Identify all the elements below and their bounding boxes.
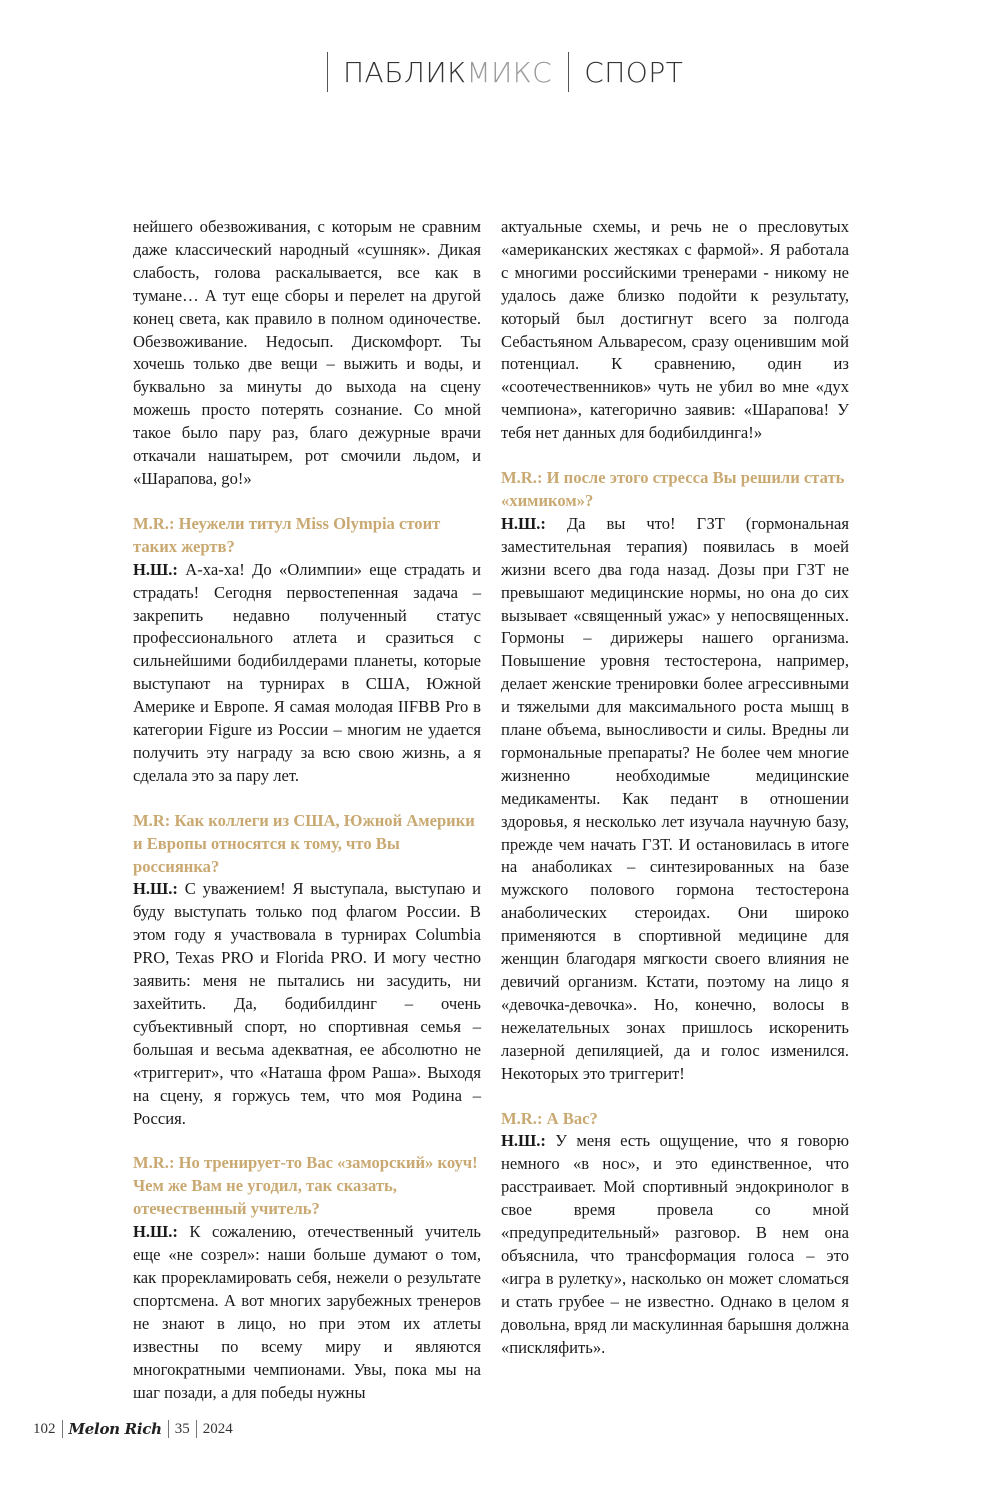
header-divider [568, 52, 569, 92]
interview-answer [133, 559, 481, 788]
interview-answer [133, 878, 481, 1130]
interview-question: M.R.: А Вас? [501, 1108, 598, 1128]
page-number: 102 [33, 1420, 56, 1437]
answer-text: Да вы что! ГЗТ (гормональная заместительная терапия) появилась в моей жизни всего два года назад. Дозы при ГЗТ не превышают медицинские нормы, но она до сих вызывает «священный ужас» у непосвященных. Гормоны – дирижеры нашего организма. Повышение уровня тестостерона, например, делает женские тренировки более агрессивными и тяжелыми для максимального роста мышц в плане объема, выносливости и силы. Вредны ли гормональные препараты? Не более чем многие жизненно необходимые медицинские медикаменты. Как педант в отношении здоровья, я несколько лет изучала научную базу, прежде чем начать ГЗТ. И остановилась в итоге на анаболиках – синтезированных на базе мужского полового гормона тестостерона анаболических стероидах. Они широко применяются в спортивной медицине для женщин благодаря мягкости своего влияния не девичий организм. Кстати, поэтому на лицо я «девочка-девочка». Но, конечно, волосы в нежелательных зонах пришлось искоренить лазерной депиляцией, да и голос изменился. Некоторых это триггерит! [501, 513, 849, 1083]
issue-number: 35 [174, 1420, 190, 1437]
article-paragraph: актуальные схемы, и речь не о пресловутых «американских жестяках с фармой». Я работала с многими российскими тренерами - никому не удалось даже близко подойти к результату, который был достигнут всего за полгода Себастьяном Альваресом, сразу оценившим мой потенциал. К сравнению, один из «соотечественников» чуть не убил во мне «дух чемпиона», категорично заявив: «Шарапова! У тебя нет данных для бодибилдинга!» [501, 217, 849, 443]
page-footer [33, 1420, 233, 1438]
article-paragraph: нейшего обезвоживания, с которым не сравним даже классический народный «сушняк». Дикая слабость, голова раскалывается, все как в тумане… А тут еще сборы и перелет на другой конец света, как правило в полном одиночестве. Обезвоживание. Недосып. Дискомфорт. Ты хочешь только две вещи – выжить и воды, и буквально за минуты до выхода на сцену можешь просто потерять сознание. Со мной такое было пару раз, благо дежурные врачи откачали нашатырем, рот смочили льдом, и «Шарапова, go!» [133, 217, 481, 488]
interview-question: M.R.: Неужели титул Miss Olympia стоит таких жертв? [133, 513, 441, 556]
article-column-right [501, 216, 849, 1360]
issue-year: 2024 [202, 1420, 233, 1437]
speaker-label: Н.Ш.: [501, 513, 546, 533]
magazine-logo: Melon Rich [68, 1420, 162, 1438]
interview-answer [501, 1130, 849, 1359]
section-header [327, 52, 683, 92]
answer-text: К сожалению, отечественный учитель еще «не созрел»: наши больше думают о том, как прорекламировать себя, нежели о результате спортсмена. А вот многих зарубежных тренеров не знают в лицо, но при этом их атлеты известны по всему миру и являются многократными чемпионами. Увы, пока мы на шаг позади, а для победы нужны [133, 1222, 481, 1402]
footer-divider [62, 1420, 63, 1438]
speaker-label: Н.Ш.: [501, 1131, 546, 1151]
header-divider [327, 52, 328, 92]
section-name-part1: ПАБЛИК [343, 55, 467, 89]
footer-divider [196, 1420, 197, 1438]
interview-question: M.R.: Но тренирует-то Вас «заморский» коуч! Чем же Вам не угодил, так сказать, отечественный учитель? [133, 1153, 478, 1219]
answer-text: А-ха-ха! До «Олимпии» еще страдать и страдать! Сегодня первостепенная задача – закрепить недавно полученный статус профессионального атлета и сразиться с сильнейшими бодибилдерами планеты, которые выступают на турнирах в США, Южной Америке и Европе. Я самая молодая IIFBB Pro в категории Figure из России – многим не удается получить эту награду за всю свою жизнь, а я сделала это за пару лет. [133, 559, 481, 785]
interview-question: M.R: Как коллеги из США, Южной Америки и Европы относятся к тому, что Вы россиянка? [133, 810, 475, 876]
answer-text: С уважением! Я выступала, выступаю и буду выступать только под флагом России. В этом году я участвовала в турнирах Columbia PRO, Texas PRO и Florida PRO. И могу честно заявить: меня не пытались ни засудить, ни захейтить. Да, бодибилдинг – очень субъективный спорт, но спортивная семья – большая и весьма адекватная, ее абсолютно не «триггерит», что «Наташа фром Раша». Выходя на сцену, я горжусь тем, что моя Родина – Россия. [133, 879, 481, 1128]
speaker-label: Н.Ш.: [133, 559, 178, 579]
interview-answer [501, 513, 849, 1086]
footer-divider [168, 1420, 169, 1438]
speaker-label: Н.Ш.: [133, 879, 178, 899]
section-category: СПОРТ [584, 55, 684, 89]
answer-text: У меня есть ощущение, что я говорю немного «в нос», и это единственное, что расстраивает. Мой спортивный эндокринолог в свое время провела со мной «предупредительный» разговор. В нем она объяснила, что трансформация голоса – это «игра в рулетку», насколько он может сломаться и стать грубее – не известно. Однако в целом я довольна, вряд ли маскулинная барышня должна «пискляфить». [501, 1131, 849, 1357]
interview-question: M.R.: И после этого стресса Вы решили стать «химиком»? [501, 468, 845, 510]
interview-answer [133, 1221, 481, 1404]
section-name-part2: МИКС [466, 55, 553, 89]
article-column-left [133, 216, 481, 1404]
speaker-label: Н.Ш.: [133, 1222, 178, 1242]
